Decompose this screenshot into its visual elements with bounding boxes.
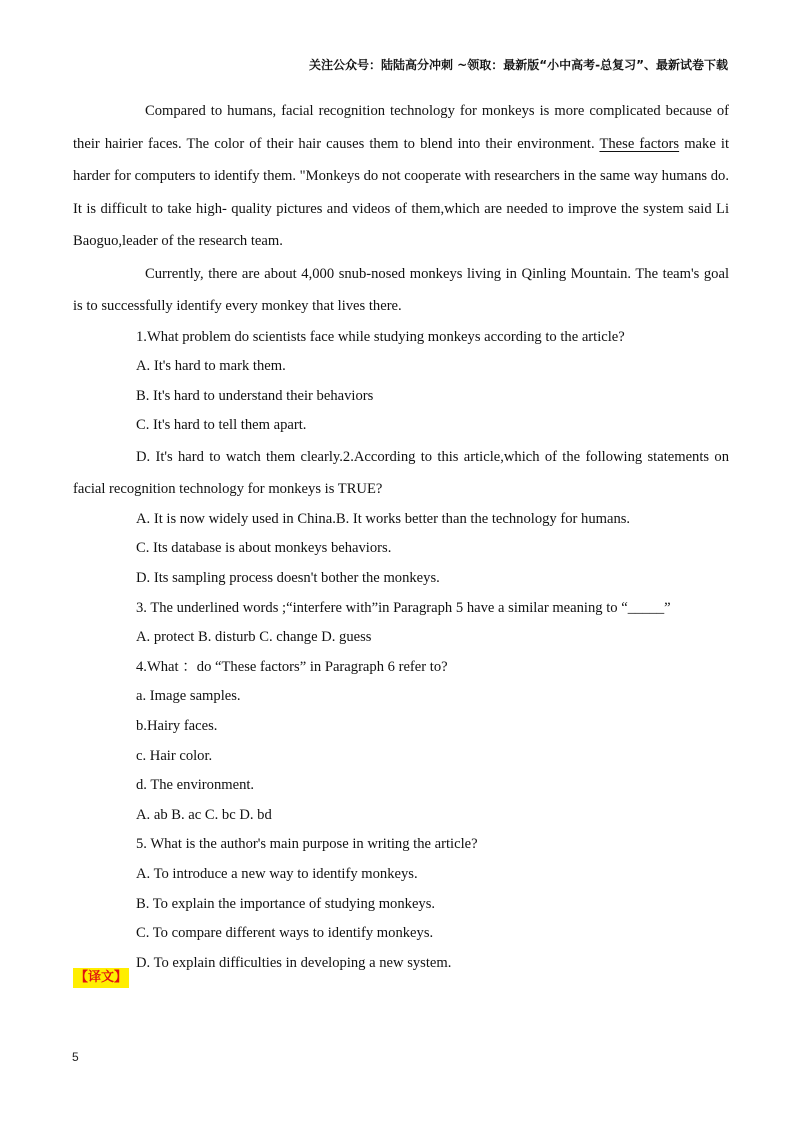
question-1-option-a: A. It's hard to mark them. <box>136 358 286 375</box>
document-body <box>73 95 729 978</box>
question-3-options: A. protect B. disturb C. change D. guess <box>136 629 372 646</box>
question-4: 4.What ：do “These factors” in Paragraph 6 refer to? <box>136 658 448 675</box>
question-2-option-d: D. Its sampling process doesn't bother the monkeys. <box>136 570 440 587</box>
translation-label: 【译文】 <box>73 968 129 988</box>
question-4-item-b: b.Hairy faces. <box>136 718 218 735</box>
question-3: 3. The underlined words ;“interfere with”in Paragraph 5 have a similar meaning to “_____” <box>136 599 671 616</box>
question-5-option-b: B. To explain the importance of studying monkeys. <box>136 895 436 912</box>
question-4-item-c: c. Hair color. <box>136 747 213 764</box>
paragraph-1 <box>73 95 729 258</box>
question-5-option-c: C. To compare different ways to identify monkeys. <box>136 925 434 942</box>
paragraph-1-text: Compared to humans, facial recognition technology for monkeys is more complicated because of their hairier faces. The color of their hair causes them to blend into their environment. <box>73 103 729 152</box>
question-5-option-d: D. To explain difficulties in developing a new system. <box>136 954 452 971</box>
underlined-phrase: These factors <box>599 135 680 152</box>
question-1-option-b: B. It's hard to understand their behaviors <box>136 387 374 404</box>
question-2-option-c: C. Its database is about monkeys behaviors. <box>136 540 392 557</box>
page-number: 5 <box>72 1050 79 1064</box>
paragraph-2: Currently, there are about 4,000 snub-nosed monkeys living in Qinling Mountain. The team's goal is to successfully identify every monkey that lives there. <box>73 265 729 314</box>
question-5-option-a: A. To introduce a new way to identify monkeys. <box>136 866 418 882</box>
page-header: 关注公众号：陆陆高分冲刺 ~领取：最新版“小中高考-总复习”、最新试卷下载 <box>309 58 728 72</box>
question-4-item-d: d. The environment. <box>136 777 255 794</box>
question-1: 1.What problem do scientists face while studying monkeys according to the article? <box>136 328 625 345</box>
question-4-options: A. ab B. ac C. bc D. bd <box>136 806 272 823</box>
question-5: 5. What is the author's main purpose in writing the article? <box>136 836 478 853</box>
question-1-option-d-and-question-2: D. It's hard to watch them clearly.2.According to this article,which of the following statements on facial recognition technology for monkeys is TRUE? <box>73 448 729 497</box>
question-4-item-a: a. Image samples. <box>136 688 241 705</box>
question-1-option-c: C. It's hard to tell them apart. <box>136 417 307 434</box>
paragraph-1-text-end: make it harder for computers to identify them. "Monkeys do not cooperate with researchers in the same way humans do. It is difficult to take high- quality pictures and videos of them,which are needed to improve the system said Li Baoguo,leader of the research team. <box>73 135 730 249</box>
question-2-options-ab: A. It is now widely used in China.B. It works better than the technology for humans. <box>136 510 631 527</box>
